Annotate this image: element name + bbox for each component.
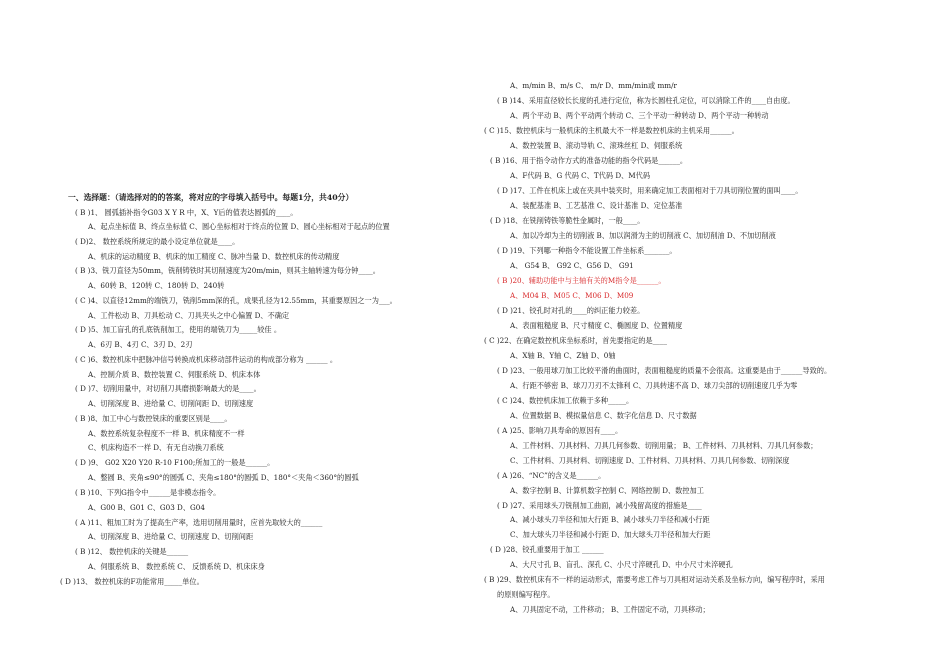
question-line: 的原则编写程序。 — [497, 590, 555, 599]
question-line: ( B )1、 圆弧插补指令G03 X Y R 中，X、Y后的值表达圆弧的____。 — [75, 208, 298, 217]
question-line: C、加大球头刀半径和减小行距 D、加大球头刀半径和加大行距 — [510, 530, 711, 539]
question-line: A、行距不够密 B、球刀刀刃不太锋利 C、刀具转速不高 D、球刀尖部的切削速度几乎为零 — [510, 381, 798, 390]
question-line: ( B )12、 数控机床的关键是______ — [75, 547, 189, 556]
question-line: A、切削深度 B、进给量 C、切削间距 D、切削速度 — [88, 399, 254, 408]
question-line: ( B )3、铣刀直径为50mm，铣削铸铁时其切削速度为20m/min，则其主轴转速为每分钟____。 — [75, 266, 380, 275]
question-line: A、数控系统复杂程度不一样 B、机床精度不一样 — [88, 429, 245, 438]
question-line: A、机床的运动精度 B、机床的加工精度 C、脉冲当量 D、数控机床的传动精度 — [88, 252, 340, 261]
question-line: A、两个平动 B、两个平动两个转动 C、三个平动一种转动 D、两个平动一种转动 — [510, 111, 769, 120]
question-line: A、M04 B、M05 C、M06 D、M09 — [510, 291, 634, 300]
question-line: ( A )26、“NC”的含义是______。 — [497, 471, 606, 480]
question-line: C、工件材料、刀具材料、切削速度 D、工件材料、刀具材料、刀具几何参数、切削深度 — [510, 456, 790, 465]
question-line: ( C )15、数控机床与一般机床的主机最大不一样是数控机床的主机采用______。 — [484, 126, 739, 135]
question-line: C、机床构造不一样 D、有无自动换刀系统 — [88, 443, 224, 452]
question-line: A、G00 B、G01 C、G03 D、G04 — [88, 503, 205, 512]
question-line: ( B )20、辅助功能中与主轴有关的M指令是______。 — [497, 276, 666, 285]
question-line: ( B )14、采用直径较长长度的孔进行定位，称为长圆柱孔定位，可以消除工件的____自由度。 — [497, 96, 795, 105]
question-line: ( C )22、在确定数控机床坐标系时，首先要指定的是____ — [484, 336, 667, 345]
section-heading: 一、选择题：（请选择对的的答案，将对应的字母填入括号中。每题1分，共40分） — [68, 193, 354, 202]
question-line: A、数控装置 B、滚动导轨 C、滚珠丝杠 D、伺服系统 — [510, 141, 683, 150]
question-line: A、控制介质 B、数控装置 C、伺服系统 D、机床本体 — [88, 370, 261, 379]
question-line: A、工件材料、刀具材料、刀具几何参数、切削用量； B、工件材料、刀具材料、刀具几何参数； — [510, 441, 818, 450]
question-line: A、6刃 B、4刃 C、3刃 D、2刃 — [88, 340, 193, 349]
question-line: A、工件松动 B、刀具松动 C、刀具夹头之中心偏置 D、不确定 — [88, 311, 290, 320]
question-line: ( D )19、下列哪一种指令不能设置工件坐标系_______。 — [497, 246, 677, 255]
question-line: ( D)2、 数控系统所规定的最小设定单位就是____。 — [75, 237, 240, 246]
question-line: ( D )7、切削用量中，对切削刀具磨损影响最大的是____。 — [75, 384, 261, 393]
question-line: ( A )11、粗加工时为了提高生产率，选用切削用量时，应首先取较大的______ — [75, 518, 323, 527]
question-line: ( D )5、加工盲孔的孔底铣削加工，使用的端铣刀为_____较佳 。 — [75, 325, 282, 334]
question-line: ( D )18、在铣削铸铁等脆性金属时，一般____。 — [490, 216, 645, 225]
question-line: A、装配基准 B、工艺基准 C、设计基准 D、定位基准 — [510, 201, 683, 210]
question-line: A、F代码 B、G 代码 C、T代码 D、M代码 — [510, 171, 651, 180]
question-line: A、X轴 B、Y轴 C、Z轴 D、0轴 — [510, 351, 616, 360]
question-line: A、60转 B、120转 C、180转 D、240转 — [88, 281, 225, 290]
question-line: ( C )4、以直径12mm的端铣刀，铣削5mm深的孔，成果孔径为12.55mm，其重要原因之一为___。 — [75, 296, 397, 305]
question-line: ( C )6、数控机床中把脉冲信号转换成机床移动部件运动的构成部分称为 ______ 。 — [75, 355, 338, 364]
question-line: A、整圆 B、夹角≤90°的圆弧 C、夹角≤180°的圆弧 D、180°＜夹角＜360°的圆弧 — [88, 473, 359, 482]
question-line: ( B )16、用于指令动作方式的准备功能的指令代码是______。 — [490, 156, 688, 165]
question-line: A、数字控制 B、计算机数字控制 C、网络控制 D、数控加工 — [510, 486, 704, 495]
question-line: A、起点坐标值 B、终点坐标值 C、圆心坐标相对于终点的位置 D、圆心坐标相对于起点的位置 — [88, 222, 390, 231]
question-line: ( D )27、采用球头刀铣削加工曲面，减小残留高度的措施是____ — [497, 501, 702, 510]
question-line: A、表面粗糙度 B、尺寸精度 C、椭圆度 D、位置精度 — [510, 321, 683, 330]
question-line: ( D )28、铰孔重要用于加工 ______ — [490, 545, 604, 554]
question-line: A、m/min B、m/s C、 m/r D、mm/min或 mm/r — [510, 81, 677, 90]
question-line: A、减小球头刀半径和加大行距 B、减小球头刀半径和减小行距 — [510, 515, 710, 524]
question-line: ( D )9、 G02 X20 Y20 R-10 F100;所加工的一般是______。 — [75, 458, 275, 467]
question-line: ( D )23、一般用球刀加工比较平滑的曲面时，表面粗糙度的质量不会很高。这重要是由于______导致的。 — [497, 366, 832, 375]
question-line: ( B )10、下列G指令中______是非模态指令。 — [75, 488, 221, 497]
question-line: A、位置数据 B、模拟量信息 C、数字化信息 D、尺寸数据 — [510, 411, 697, 420]
question-line: A、大尺寸孔 B、盲孔、深孔 C、小尺寸淬硬孔 D、中小尺寸未淬硬孔 — [510, 560, 733, 569]
question-line: ( B )8、加工中心与数控铣床的重要区别是____。 — [75, 414, 232, 423]
question-line: ( A )25、影响刀具寿命的原因有____。 — [497, 426, 623, 435]
question-line: ( B )29、数控机床有不一样的运动形式，需要考虑工件与刀具相对运动关系及坐标方向，编写程序时，采用 — [484, 575, 825, 584]
question-line: A、切削深度 B、进给量 C、切削速度 D、切削间距 — [88, 532, 254, 541]
question-line: ( D )13、 数控机床的F功能常用_____单位。 — [60, 577, 204, 586]
question-line: A、 G54 B、 G92 C、G56 D、 G91 — [510, 261, 634, 270]
question-line: ( C )24、数控机床加工依赖于多种_____。 — [497, 396, 634, 405]
question-line: ( D )17、工件在机床上或在夹具中装夹时，用来确定加工表面相对于刀具切削位置的面叫____。 — [497, 186, 803, 195]
question-line: A、加以冷却为主的切削液 B、加以润滑为主的切削液 C、加切削油 D、不加切削液 — [510, 231, 776, 240]
question-line: ( D )21、铰孔时对孔的____的纠正能力较差。 — [497, 306, 645, 315]
question-line: A、伺服系统 B、 数控系统 C、 反馈系统 D、机床床身 — [88, 562, 265, 571]
question-line: A、刀具固定不动，工件移动； B、工件固定不动，刀具移动； — [510, 605, 710, 614]
